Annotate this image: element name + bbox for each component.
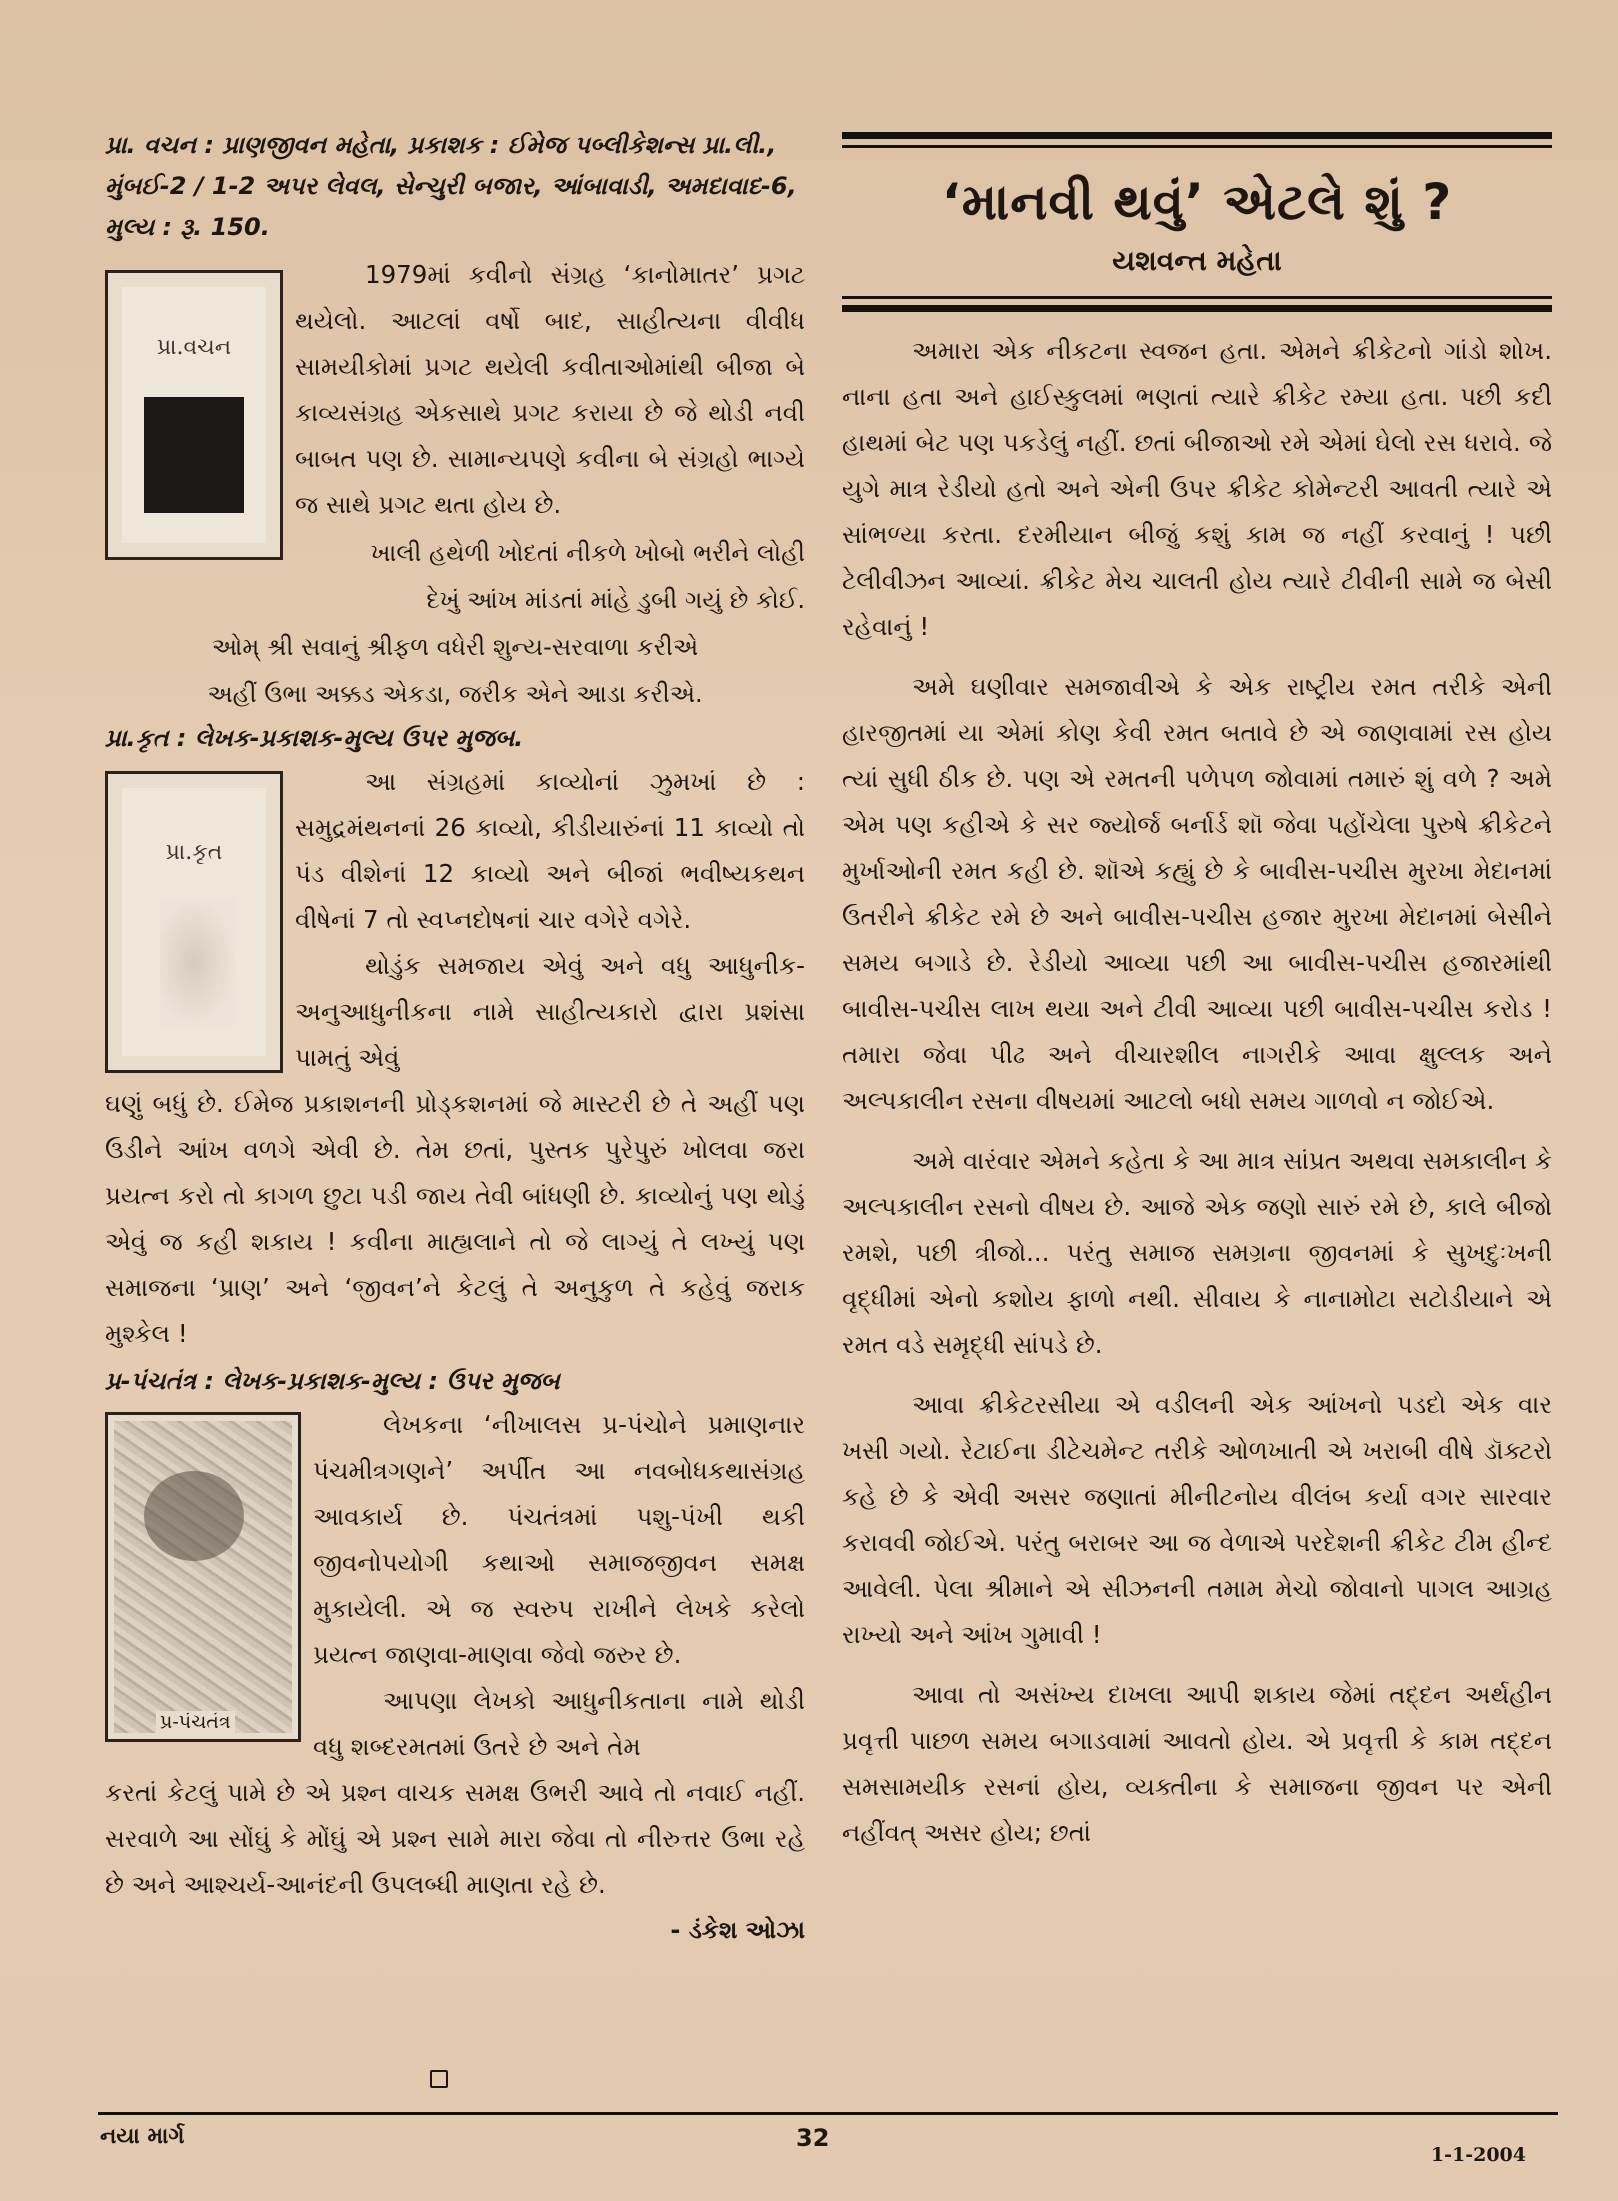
poem-line: દેખું આંખ માંડતાં માંહે ડુબી ગયું છે કોઈ. [426, 586, 805, 614]
book2-cover-title: પ્રા.કૃત [165, 840, 223, 865]
end-mark-icon [430, 2070, 448, 2088]
book1-section [105, 252, 805, 528]
book3-review-text: લેખકના ‘નીખાલસ પ્ર-પંચોને પ્રમાણનાર પંચમીત્રગણને’ અર્પીત આ નવબોધકથાસંગ્રહ આવકાર્ય છે. પંચતંત્રમાં પશુ-પંખી થકી જીવનોપયોગી કથાઓ સમાજજીવન સમક્ષ મુકાયેલી. એ જ સ્વરુપ રાખીને લેખકે કરેલો પ્રયત્ન જાણવા-માણવા જેવો જરુર છે. [313, 1410, 805, 1669]
book1-review-text: 1979માં કવીનો સંગ્રહ ‘કાનોમાતર’ પ્રગટ થયેલો. આટલાં વર્ષો બાદ, સાહીત્યના વીવીધ સામયીકોમાં પ્રગટ થયેલી કવીતાઓમાંથી બીજા બે કાવ્યસંગ્રહ એકસાથે પ્રગટ કરાયા છે જે થોડી નવી બાબત પણ છે. સામાન્યપણે કવીના બે સંગ્રહો ભાગ્યે જ સાથે પ્રગટ થતા હોય છે. [295, 260, 805, 519]
poem-line: અહીં ઉભા અક્કડ એકડા, જરીક એને આડા કરીએ. [207, 680, 703, 708]
reviewer-signature: - ડંકેશ ઓઝા [670, 1916, 805, 1944]
headline-rule-bottom-thin [842, 296, 1552, 299]
page-number: 32 [796, 2124, 830, 2152]
book1-heading: પ્રા. વચન : પ્રાણજીવન મહેતા, પ્રકાશક : ઈમેજ પબ્લીકેશન્સ પ્રા.લી., મુંબઈ-2 / 1-2 અપર લેવલ, સેન્ચુરી બજાર, આંબાવાડી, અમદાવાદ-6, મુલ્ય : રૂ. 150. [105, 131, 797, 241]
article-paragraph: આવા ક્રીકેટરસીયા એ વડીલની એક આંખનો પડદો એક વાર ખસી ગયો. રેટાઈના ડીટેચમેન્ટ તરીકે ઓળખાતી એ ખરાબી વીષે ડૉક્ટરો કહે છે કે એવી અસર જણાતાં મીનીટનોય વીલંબ કર્યા વગર સારવાર કરાવવી જોઈએ. પરંતુ બરાબર આ જ વેળાએ પરદેશની ક્રીકેટ ટીમ હીન્દ આવેલી. પેલા શ્રીમાને એ સીઝનની તમામ મેચો જોવાનો પાગલ આગ્રહ રાખ્યો અને આંખ ગુમાવી ! [842, 1390, 1552, 1649]
magazine-name: નયા માર્ગ [100, 2124, 185, 2149]
poem-line: ઓમ્ શ્રી સવાનું શ્રીફળ વધેરી શુન્ય-સરવાળા કરીએ [211, 633, 699, 661]
book1-cover-title: પ્રા.વચન [156, 335, 232, 360]
book3-review-text: આપણા લેખકો આધુનીકતાના નામે થોડી વધુ શબ્દરમતમાં ઉતરે છે અને તેમ [313, 1686, 805, 1761]
poem-line: ખાલી હથેળી ખોદતાં નીકળે ખોબો ભરીને લોહી [370, 539, 805, 567]
article-byline: યશવન્ત મહેતા [1112, 244, 1282, 277]
book3-cover-title: પ્ર-પંચતંત્ર [156, 1711, 235, 1733]
issue-date: 1-1-2004 [1430, 2144, 1526, 2166]
book2-cover-image [105, 771, 283, 1073]
book3-heading: પ્ર-પંચતંત્ર : લેખક-પ્રકાશક-મુલ્ય : ઉપર મુજબ [105, 1367, 560, 1395]
book-reviews-column [105, 125, 805, 1944]
article-paragraph: આવા તો અસંખ્ય દાખલા આપી શકાય જેમાં તદ્દન અર્થહીન પ્રવૃત્તી પાછળ સમય બગાડવામાં આવતો હોય. એ પ્રવૃત્તી કે કામ તદ્દન સમસામયીક રસનાં હોય, વ્યક્તીના કે સમાજના જીવન પર એની નહીંવત્ અસર હોય; છતાં [842, 1680, 1552, 1847]
article-paragraph: અમે ઘણીવાર સમજાવીએ કે એક રાષ્ટ્રીય રમત તરીકે એની હારજીતમાં યા એમાં કોણ કેવી રમત બતાવે છે એ જાણવામાં રસ હોય ત્યાં સુધી ઠીક છે. પણ એ રમતની પળેપળ જોવામાં તમારું શું વળે ? અમે એમ પણ કહીએ કે સર જ્યોર્જ બર્નાર્ડ શૉ જેવા પહોંચેલા પુરુષે ક્રીકેટને મુર્ખાઓની રમત કહી છે. શૉએ કહ્યું છે કે બાવીસ-પચીસ મુરખા મેદાનમાં ઉતરીને ક્રીકેટ રમે છે અને બાવીસ-પચીસ હજાર મુરખા મેદાનમાં બેસીને સમય બગાડે છે. રેડીયો આવ્યા પછી આ બાવીસ-પચીસ હજારમાંથી બાવીસ-પચીસ લાખ થયા અને ટીવી આવ્યા પછી બાવીસ-પચીસ કરોડ ! તમારા જેવા પીઢ અને વીચારશીલ નાગરીકે આવા ક્ષુલ્લક અને અલ્પકાલીન રસના વીષયમાં આટલો બધો સમય ગાળવો ન જોઈએ. [842, 672, 1552, 1115]
book2-review-text: ઘણું બધું છે. ઈમેજ પ્રકાશનની પ્રોડ્કશનમાં જે માસ્ટરી છે તે અહીં પણ ઉડીને આંખ વળગે એવી છે. તેમ છતાં, પુસ્તક પુરેપુરું ખોલવા જરા પ્રયત્ન કરો તો કાગળ છુટા પડી જાય તેવી બાંધણી છે. કાવ્યોનું પણ થોડું એવું જ કહી શકાય ! કવીના માહ્યલાને તો જે લાગ્યું તે લખ્યું પણ સમાજના ‘પ્રાણ’ અને ‘જીવન’ને કેટલું તે અનુકુળ તે કહેવું જરાક મુશ્કેલ ! [105, 1089, 805, 1348]
article-paragraph: અમારા એક નીકટના સ્વજન હતા. એમને ક્રીકેટનો ગાંડો શોખ. નાના હતા અને હાઈસ્કુલમાં ભણતાં ત્યારે ક્રીકેટ રમ્યા હતા. પછી કદી હાથમાં બેટ પણ પકડેલું નહીં. છતાં બીજાઓ રમે એમાં ઘેલો રસ ધરાવે. જે યુગે માત્ર રેડીયો હતો અને એની ઉપર ક્રીકેટ કોમેન્ટરી આવતી ત્યારે એ સાંભળ્યા કરતા. દરમીયાન બીજું કશું કામ જ નહીં કરવાનું ! પછી ટેલીવીઝન આવ્યાં. ક્રીકેટ મેચ ચાલતી હોય ત્યારે ટીવીની સામે જ બેસી રહેવાનું ! [842, 336, 1552, 641]
book2-review-text: થોડુંક સમજાય એવું અને વધુ આધુનીક-અનુઆધુનીકના નામે સાહીત્યકારો દ્વારા પ્રશંસા પામતું એવું [295, 951, 805, 1072]
book2-heading: પ્રા.કૃત : લેખક-પ્રકાશક-મુલ્ય ઉપર મુજબ. [105, 724, 524, 752]
article-paragraph: અમે વારંવાર એમને કહેતા કે આ માત્ર સાંપ્રત અથવા સમકાલીન કે અલ્પકાલીન રસનો વીષય છે. આજે એક જણો સારું રમે છે, કાલે બીજો રમશે, પછી ત્રીજો... પરંતુ સમાજ સમગ્રના જીવનમાં કે સુખદુઃખની વૃદ્ધીમાં એનો કશોય ફાળો નથી. સીવાય કે નાનામોટા સટોડીયાને એ રમત વડે સમૃદ્ધી સાંપડે છે. [842, 1146, 1552, 1359]
book1-cover-image [105, 270, 283, 560]
article-column [842, 132, 1552, 1856]
book3-section [105, 1402, 805, 1770]
headline-rule-top [842, 132, 1552, 139]
book2-section [105, 759, 805, 1081]
book2-review-text: આ સંગ્રહમાં કાવ્યોનાં ઝુમખાં છે : સમુદ્રમંથનનાં 26 કાવ્યો, કીડીયારુંનાં 11 કાવ્યો તો પંડ વીશેનાં 12 કાવ્યો અને બીજાં ભવીષ્યકથન વીષેનાં 7 તો સ્વપ્નદોષનાં ચાર વગેરે વગેરે. [295, 767, 805, 934]
headline-rule-top-thin [842, 145, 1552, 148]
book3-cover-image [105, 1412, 301, 1742]
headline-rule-bottom [842, 305, 1552, 312]
book3-review-text: કરતાં કેટલું પામે છે એ પ્રશ્ન વાચક સમક્ષ ઉભરી આવે તો નવાઈ નહીં. સરવાળે આ સોંઘું કે મોંઘું એ પ્રશ્ન સામે મારા જેવા તો નીરુત્તર ઉભા રહે છે અને આશ્ચર્ય-આનંદની ઉપલબ્ધી માણતા રહે છે. [105, 1778, 805, 1899]
article-headline: ‘માનવી થવું’ એટલે શું ? [941, 173, 1453, 231]
footer-rule [98, 2112, 1558, 2115]
